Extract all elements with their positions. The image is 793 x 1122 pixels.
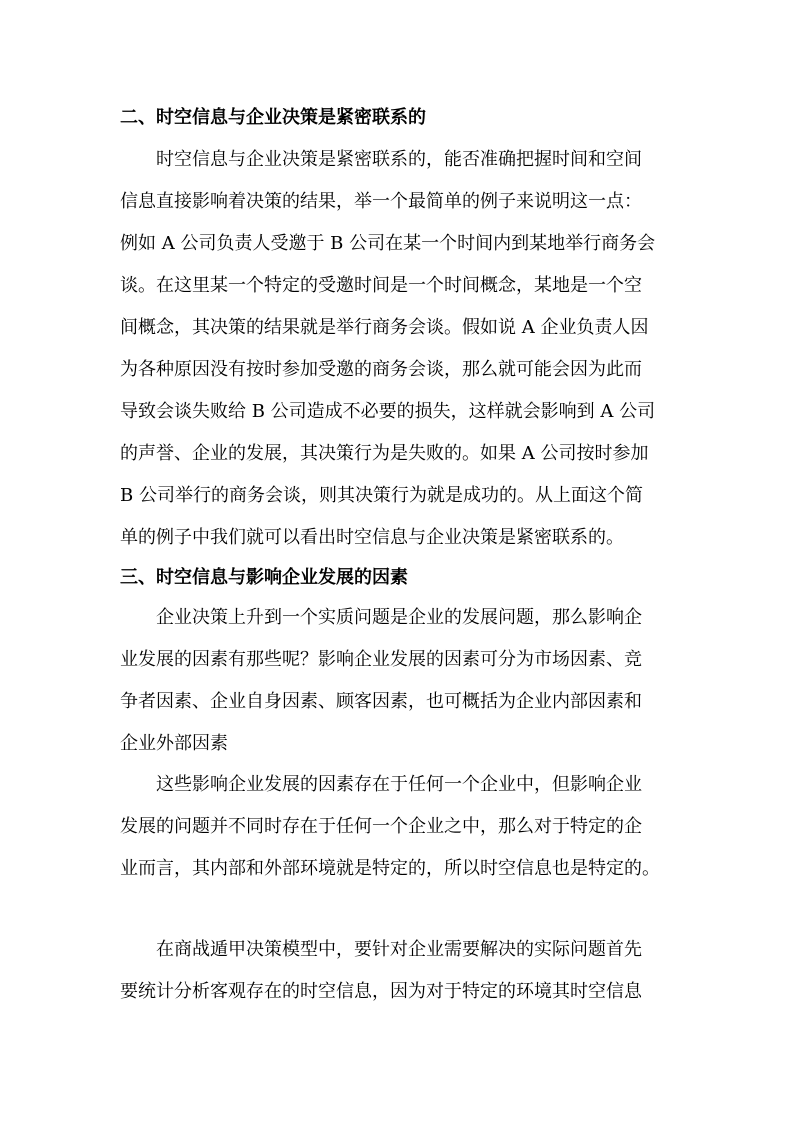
section-3-p2-line-2: 发展的问题并不同时存在于任何一个企业之中，那么对于特定的企: [120, 816, 642, 837]
section-2-line-9: B 公司举行的商务会谈，则其决策行为就是成功的。从上面这个简: [120, 485, 643, 506]
section-3-p1-line-3: 争者因素、企业自身因素、顾客因素，也可概括为企业内部因素和: [120, 691, 642, 712]
section-2-line-2: 信息直接影响着决策的结果，举一个最简单的例子来说明这一点：: [120, 191, 642, 212]
section-2-line-5: 间概念，其决策的结果就是举行商务会谈。假如说 A 企业负责人因: [120, 317, 649, 338]
section-3-heading: 三、时空信息与影响企业发展的因素: [120, 567, 408, 588]
section-3-p2-line-3: 业而言，其内部和外部环境就是特定的，所以时空信息也是特定的。: [120, 858, 660, 879]
section-3-p1-line-1: 企业决策上升到一个实质问题是企业的发展问题，那么影响企: [156, 607, 642, 628]
section-2-heading: 二、时空信息与企业决策是紧密联系的: [120, 107, 426, 128]
section-3-p2-line-1: 这些影响企业发展的因素存在于任何一个企业中，但影响企业: [156, 774, 642, 795]
section-3-p1-line-4: 企业外部因素: [120, 733, 228, 754]
section-2-line-10: 单的例子中我们就可以看出时空信息与企业决策是紧密联系的。: [120, 527, 624, 548]
section-3-p3-line-1: 在商战遁甲决策模型中，要针对企业需要解决的实际问题首先: [156, 939, 642, 960]
section-2-line-7: 导致会谈失败给 B 公司造成不必要的损失，这样就会影响到 A 公司: [120, 401, 656, 422]
section-3-p3-line-2: 要统计分析客观存在的时空信息，因为对于特定的环境其时空信息: [120, 981, 642, 1002]
section-2-line-1: 时空信息与企业决策是紧密联系的，能否准确把握时间和空间: [156, 149, 642, 170]
section-2-line-6: 为各种原因没有按时参加受邀的商务会谈，那么就可能会因为此而: [120, 359, 642, 380]
section-2-line-3: 例如 A 公司负责人受邀于 B 公司在某一个时间内到某地举行商务会: [120, 233, 656, 254]
section-3-p1-line-2: 业发展的因素有那些呢？影响企业发展的因素可分为市场因素、竞: [120, 649, 642, 670]
section-2-line-8: 的声誉、企业的发展，其决策行为是失败的。如果 A 公司按时参加: [120, 443, 649, 464]
section-2-line-4: 谈。在这里某一个特定的受邀时间是一个时间概念，某地是一个空: [120, 275, 642, 296]
